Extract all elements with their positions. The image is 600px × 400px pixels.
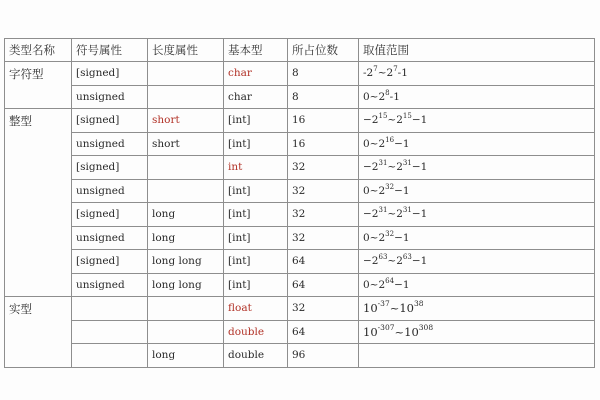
range-text: ~10: [394, 324, 419, 339]
sign-attr-cell: [signed]: [72, 250, 148, 274]
range-text: ~2: [387, 255, 403, 268]
range-cell: [359, 109, 595, 133]
table-row: [5, 132, 595, 156]
range-text: −1: [411, 208, 428, 221]
table-row: [5, 203, 595, 227]
table-row: [5, 226, 595, 250]
bits-cell: 8: [288, 62, 359, 86]
bits-cell: 64: [288, 320, 359, 344]
table-row: [5, 297, 595, 321]
table-row: [5, 85, 595, 109]
length-attr-cell: [148, 179, 224, 203]
range-cell: [359, 273, 595, 297]
length-attr-cell: long: [148, 203, 224, 227]
bits-cell: 8: [288, 85, 359, 109]
table-body: [5, 62, 595, 368]
bits-cell: 32: [288, 226, 359, 250]
range-text: −1: [411, 161, 428, 174]
bits-cell: 16: [288, 132, 359, 156]
range-exponent: 63: [378, 253, 388, 262]
range-exponent: 15: [378, 112, 388, 121]
range-text: 10: [363, 301, 378, 316]
base-type-cell: double: [224, 344, 288, 368]
range-text: −2: [363, 161, 379, 174]
bits-cell: 32: [288, 179, 359, 203]
range-text: −2: [363, 255, 379, 268]
length-attr-cell: [148, 62, 224, 86]
bits-cell: 32: [288, 203, 359, 227]
range-cell: [359, 179, 595, 203]
header-base-type: 基本型: [224, 39, 288, 62]
length-attr-cell: long: [148, 344, 224, 368]
type-category-cell: 字符型: [5, 62, 72, 109]
sign-attr-cell: [signed]: [72, 203, 148, 227]
range-text: −1: [394, 137, 410, 150]
range-text: −1: [394, 231, 410, 244]
range-exponent: 308: [418, 322, 434, 332]
length-attr-cell: [148, 85, 224, 109]
table-row: [5, 62, 595, 86]
range-text: ~2: [377, 67, 394, 80]
base-type-cell: [int]: [224, 203, 288, 227]
range-cell: [359, 320, 595, 344]
table-row: [5, 344, 595, 368]
sign-attr-cell: unsigned: [72, 85, 148, 109]
sign-attr-cell: [72, 297, 148, 321]
range-cell: [359, 85, 595, 109]
bits-cell: 32: [288, 297, 359, 321]
length-attr-cell: long long: [148, 250, 224, 274]
type-category-cell: 实型: [5, 297, 72, 368]
bits-cell: 96: [288, 344, 359, 368]
range-text: 10: [363, 324, 378, 339]
range-exponent: 31: [378, 206, 388, 215]
base-type-cell: [int]: [224, 179, 288, 203]
header-sign-attr: 符号属性: [72, 39, 148, 62]
header-row: [5, 39, 595, 62]
range-text: −2: [363, 114, 379, 127]
range-text: 0~2: [363, 90, 386, 103]
range-exponent: 38: [414, 299, 424, 309]
table-row: [5, 179, 595, 203]
bits-cell: 64: [288, 273, 359, 297]
range-cell: [359, 156, 595, 180]
length-attr-cell: long: [148, 226, 224, 250]
length-attr-cell: [148, 156, 224, 180]
base-type-cell: [int]: [224, 273, 288, 297]
sign-attr-cell: [72, 344, 148, 368]
range-exponent: 31: [402, 159, 412, 168]
range-text: -2: [363, 67, 374, 80]
range-text: −1: [411, 255, 428, 268]
range-text: ~10: [389, 301, 414, 316]
range-cell: [359, 203, 595, 227]
header-range: 取值范围: [359, 39, 595, 62]
type-category-cell: 整型: [5, 109, 72, 297]
range-text: ~2: [387, 114, 403, 127]
range-cell: [359, 132, 595, 156]
bits-cell: 16: [288, 109, 359, 133]
range-text: 0~2: [363, 137, 386, 150]
range-exponent: 7: [393, 65, 398, 74]
base-type-cell: int: [224, 156, 288, 180]
base-type-cell: [int]: [224, 250, 288, 274]
range-exponent: 15: [402, 112, 412, 121]
range-exponent: 63: [402, 253, 412, 262]
range-text: ~2: [387, 161, 403, 174]
length-attr-cell: [148, 297, 224, 321]
range-cell: [359, 250, 595, 274]
sign-attr-cell: unsigned: [72, 226, 148, 250]
bits-cell: 32: [288, 156, 359, 180]
range-exponent: 8: [385, 88, 390, 97]
data-type-table: [4, 38, 595, 368]
sign-attr-cell: [72, 320, 148, 344]
sign-attr-cell: [signed]: [72, 62, 148, 86]
sign-attr-cell: unsigned: [72, 273, 148, 297]
bits-cell: 64: [288, 250, 359, 274]
header-type-name: 类型名称: [5, 39, 72, 62]
range-exponent: -37: [377, 299, 390, 309]
sign-attr-cell: [signed]: [72, 109, 148, 133]
range-exponent: 16: [385, 135, 395, 144]
range-text: 0~2: [363, 184, 386, 197]
base-type-cell: double: [224, 320, 288, 344]
header-bits: 所占位数: [288, 39, 359, 62]
length-attr-cell: long long: [148, 273, 224, 297]
range-cell: [359, 62, 595, 86]
base-type-cell: char: [224, 62, 288, 86]
base-type-cell: [int]: [224, 109, 288, 133]
length-attr-cell: short: [148, 109, 224, 133]
range-text: −2: [363, 208, 379, 221]
base-type-cell: [int]: [224, 226, 288, 250]
range-exponent: -307: [377, 322, 395, 332]
range-exponent: 31: [378, 159, 388, 168]
range-exponent: 7: [373, 65, 378, 74]
length-attr-cell: short: [148, 132, 224, 156]
range-text: 0~2: [363, 278, 386, 291]
range-text: -1: [397, 67, 408, 80]
range-text: 0~2: [363, 231, 386, 244]
range-exponent: 64: [385, 276, 395, 285]
range-cell: [359, 226, 595, 250]
range-cell: [359, 297, 595, 321]
header-length-attr: 长度属性: [148, 39, 224, 62]
sign-attr-cell: [signed]: [72, 156, 148, 180]
table-row: [5, 156, 595, 180]
sign-attr-cell: unsigned: [72, 132, 148, 156]
range-text: −1: [394, 184, 410, 197]
range-cell: [359, 344, 595, 368]
range-text: −1: [411, 114, 428, 127]
table-row: [5, 320, 595, 344]
base-type-cell: char: [224, 85, 288, 109]
table-row: [5, 250, 595, 274]
range-exponent: 32: [385, 229, 395, 238]
table-row: [5, 109, 595, 133]
range-text: ~2: [387, 208, 403, 221]
range-exponent: 31: [402, 206, 412, 215]
base-type-cell: [int]: [224, 132, 288, 156]
range-exponent: 32: [385, 182, 395, 191]
base-type-cell: float: [224, 297, 288, 321]
range-text: -1: [389, 90, 400, 103]
sign-attr-cell: unsigned: [72, 179, 148, 203]
table-row: [5, 273, 595, 297]
length-attr-cell: [148, 320, 224, 344]
range-text: −1: [394, 278, 410, 291]
